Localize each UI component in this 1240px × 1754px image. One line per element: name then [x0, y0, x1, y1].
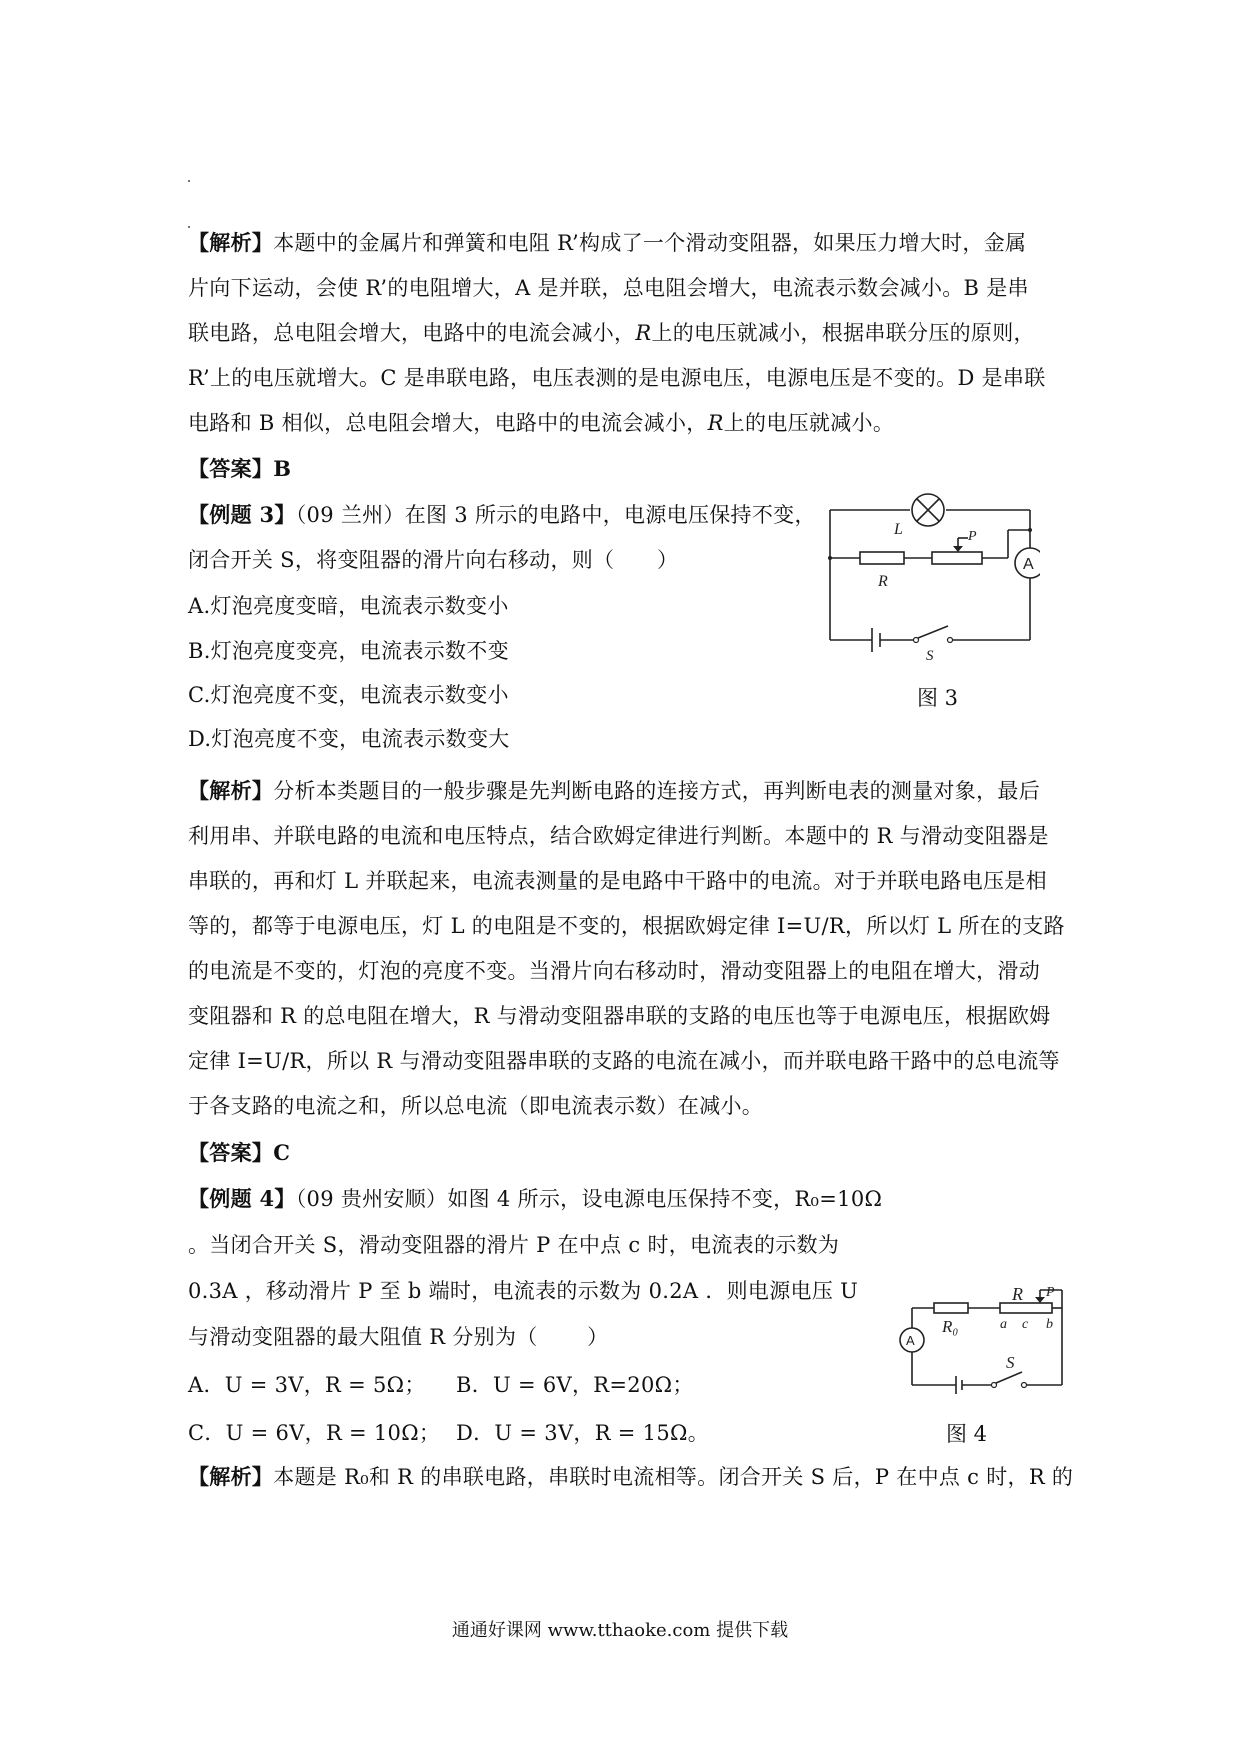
page-footer: 通通好课网 www.tthaoke.com 提供下载 [451, 1620, 789, 1641]
example-3-line-2: 闭合开关 S，将变阻器的滑片向右移动，则（ ） [188, 548, 679, 572]
label-c: c [1022, 1317, 1029, 1332]
label-P: P [1046, 1285, 1055, 1300]
label-S: S [1006, 1353, 1015, 1372]
example-3-option-c: C.灯泡亮度不变，电流表示数变小 [188, 683, 509, 707]
example-4-option-a: A．U = 3V，R = 5Ω； [188, 1373, 426, 1397]
figure-4-caption: 图 4 [946, 1422, 988, 1446]
analysis-label: 【解析】 [188, 230, 274, 255]
label-R: R [1012, 1284, 1023, 1304]
label-R: R [878, 573, 888, 590]
figure-4-circuit [888, 1280, 1068, 1400]
figure-3-caption: 图 3 [917, 686, 959, 710]
analysis-1-line-4: R’上的电压就增大。C 是串联电路，电压表测的是电源电压，电源电压是不变的。D 是串联 [188, 366, 1046, 390]
analysis-2-line-1: 【解析】分析本类题目的一般步骤是先判断电路的连接方式，再判断电表的测量对象，最后 [188, 778, 1040, 803]
analysis-1-line-1: 【解析】本题中的金属片和弹簧和电阻 R’构成了一个滑动变阻器，如果压力增大时，金属 [188, 230, 1027, 255]
example-4-line-3: 0.3A ，移动滑片 P 至 b 端时，电流表的示数为 0.2A ．则电源电压 U [188, 1279, 859, 1303]
answer-1: 【答案】B [188, 456, 292, 481]
analysis-1-line-5: 电路和 B 相似，总电阻会增大，电路中的电流会减小，R上的电压就减小。 [188, 411, 895, 435]
example-3-option-a: A.灯泡亮度变暗，电流表示数变小 [188, 594, 509, 618]
analysis-2-line-4: 等的，都等于电源电压，灯 L 的电阻是不变的，根据欧姆定律 I=U/R，所以灯 L 所在的支路 [188, 914, 1065, 938]
analysis-2-line-5: 的电流是不变的，灯泡的亮度不变。当滑片向右移动时，滑动变阻器上的电阻在增大，滑动 [188, 959, 1040, 983]
analysis-2-line-2: 利用串、并联电路的电流和电压特点，结合欧姆定律进行判断。本题中的 R 与滑动变阻器是 [188, 824, 1049, 848]
ammeter-symbol: A [906, 1333, 915, 1348]
example-4-line-2: 。当闭合开关 S，滑动变阻器的滑片 P 在中点 c 时，电流表的示数为 [188, 1233, 840, 1257]
example-3-line-1: 【例题 3】（09 兰州）在图 3 所示的电路中，电源电压保持不变， [188, 502, 816, 527]
analysis-2-line-3: 串联的，再和灯 L 并联起来，电流表测量的是电路中干路中的电流。对于并联电路电压是相 [188, 869, 1047, 893]
label-L: L [894, 521, 903, 538]
analysis-3-line-1: 【解析】本题是 R₀和 R 的串联电路，串联时电流相等。闭合开关 S 后，P 在中点 c 时，R 的 [188, 1464, 1074, 1489]
label-S: S [926, 648, 934, 660]
analysis-2-line-8: 于各支路的电流之和，所以总电流（即电流表示数）在减小。 [188, 1094, 764, 1118]
label-b: b [1046, 1317, 1053, 1332]
example-4-line-1: 【例题 4】（09 贵州安顺）如图 4 所示，设电源电压保持不变，R₀=10Ω [188, 1186, 883, 1211]
label-R0: R₀ [942, 1317, 959, 1336]
example-4-option-c: C．U = 6V，R = 10Ω； [188, 1421, 441, 1445]
label-P: P [968, 529, 977, 544]
answer-2: 【答案】C [188, 1140, 291, 1165]
example-3-option-d: D.灯泡亮度不变，电流表示数变大 [188, 727, 510, 751]
figure-3-circuit [820, 490, 1040, 660]
example-4-line-4: 与滑动变阻器的最大阻值 R 分别为（ ） [188, 1325, 609, 1349]
example-4-option-b: B．U = 6V，R=20Ω； [456, 1373, 694, 1397]
analysis-2-line-6: 变阻器和 R 的总电阻在增大，R 与滑动变阻器串联的支路的电压也等于电源电压，根据欧姆 [188, 1004, 1051, 1028]
analysis-2-line-7: 定律 I=U/R，所以 R 与滑动变阻器串联的支路的电流在减小，而并联电路干路中的总电流等 [188, 1049, 1060, 1073]
scan-speck [188, 180, 190, 182]
example-3-option-b: B.灯泡亮度变亮，电流表示数不变 [188, 639, 509, 663]
analysis-1-line-2: 片向下运动，会使 R’的电阻增大，A 是并联，总电阻会增大，电流表示数会减小。B 是串 [188, 276, 1029, 300]
example-label: 【例题 3】 [188, 502, 296, 527]
ammeter-symbol: A [1023, 556, 1034, 573]
analysis-1-line-3: 联电路，总电阻会增大，电路中的电流会减小，R上的电压就减小，根据串联分压的原则， [188, 321, 1035, 345]
example-4-option-d: D．U = 3V，R = 15Ω。 [456, 1421, 709, 1445]
label-a: a [1000, 1317, 1007, 1332]
